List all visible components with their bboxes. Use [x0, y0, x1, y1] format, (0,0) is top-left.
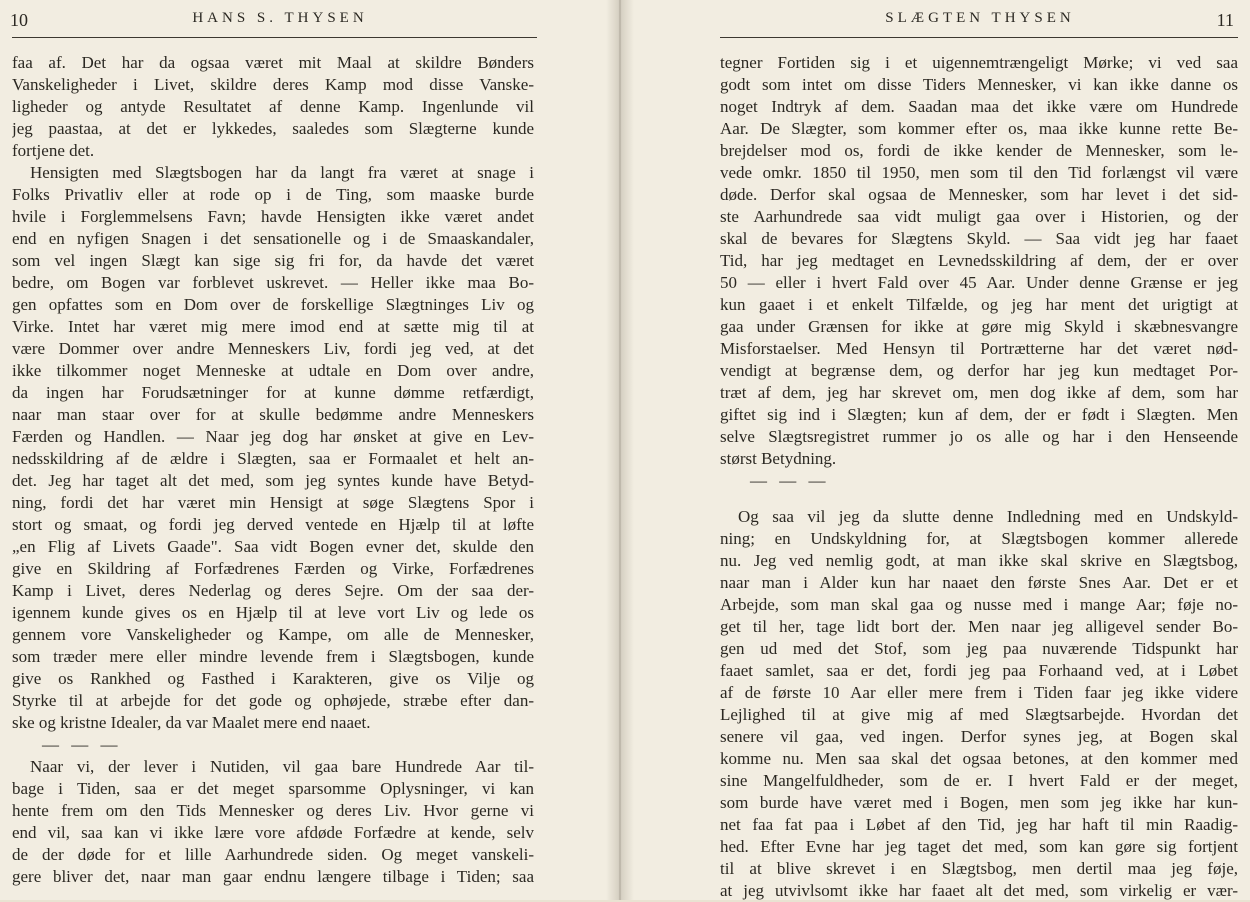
- text-line: 50 — eller i hvert Fald over 45 Aar. Under denne Grænse er jeg: [720, 273, 1238, 292]
- text-line: give en Skildring af Forfædrenes Færden og Virke, Forfædrenes: [12, 559, 534, 578]
- text-line: get til her, tage lidt bort der. Men naar jeg alligevel sender Bo-: [720, 617, 1238, 636]
- page-number: 11: [1216, 10, 1234, 30]
- text-line: ikke tilkommer noget Menneske at udtale en Dom over andre,: [12, 361, 534, 380]
- text-line: faa af. Det har da ogsaa været mit Maal at skildre Bønders: [12, 53, 534, 72]
- text-line: gen opfattes som en Dom over de forskellige Slægtninges Liv og: [12, 295, 534, 314]
- text-line: som burde have været med i Bogen, men som jeg ikke har kun-: [720, 793, 1238, 812]
- text-line: „en Flig af Livets Gaade". Saa vidt Bogen evner det, skulde den: [12, 537, 534, 556]
- text-line: naar man i Alder kun har naaet den første Snes Aar. Det er et: [720, 573, 1238, 592]
- text-line: Misforstaelser. Med Hensyn til Portrætterne har det været nød-: [720, 339, 1238, 358]
- text-line: Folks Privatliv eller at rode op i de Ting, som maaske burde: [12, 185, 534, 204]
- text-line: gaa under Grænsen for ikke at gøre mig Skyld i skæbnesvangre: [720, 317, 1238, 336]
- text-line: bedre, om Bogen var forblevet uskrevet. — Heller ikke maa Bo-: [12, 273, 534, 292]
- text-line: selve Slægtsregistret rummer jo os alle og har i den Henseende: [720, 427, 1238, 446]
- section-divider: — — —: [750, 471, 830, 490]
- text-line: Og saa vil jeg da slutte denne Indledning med en Undskyld-: [738, 507, 1238, 526]
- text-line: Arbejde, som man skal gaa og nusse med i mange Aar; føje no-: [720, 595, 1238, 614]
- text-line: til at blive skrevet i en Slægtsbog, men dertil maa jeg føje,: [720, 859, 1238, 878]
- text-line: det. Jeg har taget alt det med, som jeg syntes kunde have Betyd-: [12, 471, 534, 490]
- text-line: Hensigten med Slægtsbogen har da langt fra været at snage i: [30, 163, 534, 182]
- text-line: træt af dem, jeg har skrevet om, men dog ikke af dem, som har: [720, 383, 1238, 402]
- text-line: ning; en Undskyldning for, at Slægtsbogen kommer allerede: [720, 529, 1238, 548]
- text-line: jeg paastaa, at det er lykkedes, saaledes som Slægterne kunde: [12, 119, 534, 138]
- right-page-text: [720, 52, 1238, 902]
- text-line: Kamp i Livet, deres Nederlag og deres Sejre. Om der saa der-: [12, 581, 534, 600]
- text-line: hed. Efter Evne har jeg taget det med, som kan gøre sig fortjent: [720, 837, 1238, 856]
- text-line: noget Indtryk af dem. Saadan maa det ikke være om Hundrede: [720, 97, 1238, 116]
- left-page: [0, 0, 620, 900]
- text-line: gennem vore Vanskeligheder og Kampe, om alle de Mennesker,: [12, 625, 534, 644]
- text-line: giftet sig ind i Slægten; kun af dem, der er født i Slægten. Men: [720, 405, 1238, 424]
- left-page-text: [12, 52, 534, 888]
- text-line: vede omkr. 1850 til 1950, men som til den Tid forlængst vil være: [720, 163, 1238, 182]
- text-line: net faa fat paa i Løbet af den Tid, jeg har haft til min Raadig-: [720, 815, 1238, 834]
- text-line: faaet samlet, saa er det, fordi jeg paa Forhaand ved, at i Løbet: [720, 661, 1238, 680]
- text-line: sine Mangelfuldheder, som de er. I hvert Fald er der meget,: [720, 771, 1238, 790]
- text-line: naar man staar over for at skulle bedømme andre Menneskers: [12, 405, 534, 424]
- text-line: da ingen har Forudsætninger for at kunne dømme retfærdigt,: [12, 383, 534, 402]
- text-line: skal de bevares for Slægtens Skyld. — Saa vidt jeg har faaet: [720, 229, 1238, 248]
- header-rule: [720, 37, 1238, 38]
- text-line: størst Betydning.: [720, 449, 837, 468]
- page-number: 10: [10, 10, 28, 30]
- text-line: hente frem om den Tids Mennesker og deres Liv. Hvor gerne vi: [12, 801, 534, 820]
- left-page-header: [10, 10, 550, 34]
- text-line: Færden og Handlen. — Naar jeg dog har ønsket at give en Lev-: [12, 427, 534, 446]
- right-page: [620, 0, 1250, 900]
- text-line: igennem kunde gives os en Hjælp til at leve vort Liv og lede os: [12, 603, 534, 622]
- book-gutter: [606, 0, 634, 900]
- running-head: HANS S. THYSEN: [192, 10, 368, 26]
- text-line: bage i Tiden, saa er det meget sparsomme Oplysninger, vi kan: [12, 779, 534, 798]
- text-line: nedsskildring af de ældre i Slægten, saa er Formaalet et helt an-: [12, 449, 534, 468]
- text-line: som træder mere eller mindre levende frem i Slægtsbogen, kunde: [12, 647, 534, 666]
- text-line: Lejlighed til at give mig af med Slægtsarbejde. Hvordan det: [720, 705, 1238, 724]
- right-page-header: [720, 10, 1240, 34]
- text-line: senere vil gaa, ved ingen. Derfor synes jeg, at Bogen skal: [720, 727, 1238, 746]
- text-line: at jeg utvivlsomt ikke har faaet alt det med, som virkelig er vær-: [720, 881, 1238, 900]
- text-line: hvile i Forglemmelsens Favn; havde Hensigten ikke været andet: [12, 207, 534, 226]
- text-line: ste Aarhundrede saa vidt muligt gaa over i Historien, og der: [720, 207, 1238, 226]
- paragraph-gap: [720, 492, 1238, 506]
- section-divider: — — —: [42, 735, 122, 754]
- text-line: være Dommer over andre Menneskers Liv, fordi jeg ved, at det: [12, 339, 534, 358]
- text-line: stort og smaat, og fordi jeg derved ventede en Hjælp til at løfte: [12, 515, 534, 534]
- text-line: vendigt at begrænse dem, og derfor har jeg kun medtaget Por-: [720, 361, 1238, 380]
- text-line: Vanskeligheder i Livet, skildre deres Kamp mod disse Vanske-: [12, 75, 534, 94]
- text-line: som vel ingen Slægt kan sige sig fri for, da havde det været: [12, 251, 534, 270]
- text-line: de der døde for et lille Aarhundrede siden. Og meget vanskeli-: [12, 845, 534, 864]
- header-rule: [12, 37, 537, 38]
- text-line: end en nyfigen Snagen i det sensationelle og i de Smaaskandaler,: [12, 229, 534, 248]
- text-line: Virke. Intet har været mig mere imod end at sætte mig til at: [12, 317, 534, 336]
- text-line: Naar vi, der lever i Nutiden, vil gaa bare Hundrede Aar til-: [30, 757, 534, 776]
- text-line: nu. Jeg ved nemlig godt, at man ikke skal skrive en Slægtsbog,: [720, 551, 1238, 570]
- text-line: brejdelser mod os, fordi de ikke kender de Mennesker, som le-: [720, 141, 1238, 160]
- text-line: gen ud med det Stof, som jeg paa nuværende Tidspunkt har: [720, 639, 1238, 658]
- text-line: af de første 10 Aar eller mere frem i Tiden faar jeg ikke videre: [720, 683, 1238, 702]
- text-line: fortjene det.: [12, 141, 95, 160]
- text-line: gere bliver det, naar man gaar endnu længere tilbage i Tiden; saa: [12, 867, 534, 886]
- text-line: ske og kristne Idealer, da var Maalet mere end naaet.: [12, 713, 371, 732]
- text-line: give os Rankhed og Fasthed i Karakteren, give os Vilje og: [12, 669, 534, 688]
- text-line: Styrke til at arbejde for det gode og ophøjede, stræbe efter dan-: [12, 691, 534, 710]
- text-line: kun gaaet i et enkelt Tilfælde, og jeg har ment det urigtigt at: [720, 295, 1238, 314]
- text-line: tegner Fortiden sig i et uigennemtrængeligt Mørke; vi ved saa: [720, 53, 1238, 72]
- text-line: ligheder og antyde Resultatet af denne Kamp. Ingenlunde vil: [12, 97, 534, 116]
- text-line: godt som intet om disse Tiders Mennesker, vi kan ikke danne os: [720, 75, 1238, 94]
- text-line: Tid, har jeg medtaget en Levnedsskildring af dem, der er over: [720, 251, 1238, 270]
- text-line: Aar. De Slægter, som kommer efter os, maa ikke kunne rette Be-: [720, 119, 1238, 138]
- text-line: komme nu. Men saa skal det ogsaa betones, at den kommer med: [720, 749, 1238, 768]
- text-line: døde. Derfor skal ogsaa de Mennesker, som har levet i det sid-: [720, 185, 1238, 204]
- text-line: ning, fordi det har været min Hensigt at søge Slægtens Spor i: [12, 493, 534, 512]
- text-line: end vil, saa kan vi ikke lære vore afdøde Forfædre at kende, selv: [12, 823, 534, 842]
- running-head: SLÆGTEN THYSEN: [885, 10, 1075, 26]
